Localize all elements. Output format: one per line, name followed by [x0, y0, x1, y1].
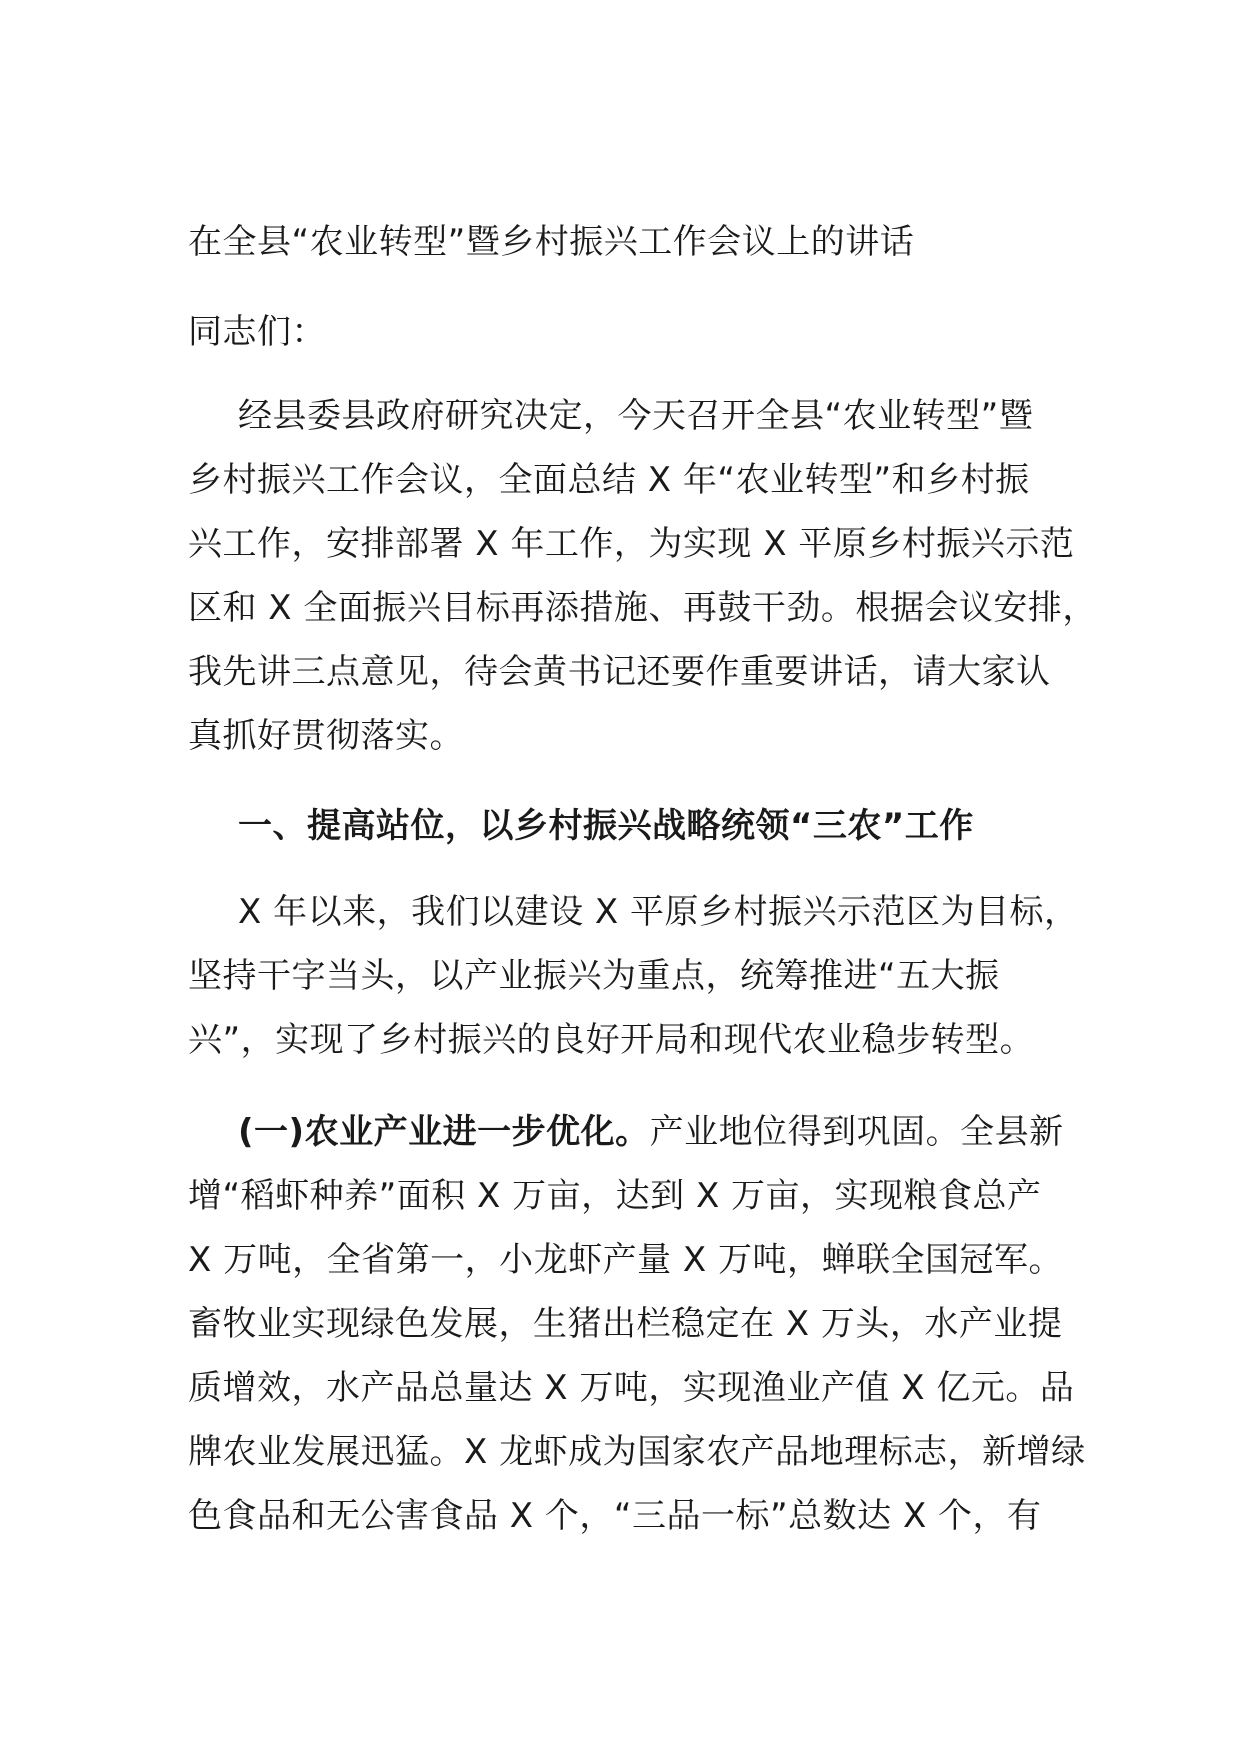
intro-line-5: 我先讲三点意见，待会黄书记还要作重要讲话，请大家认 [188, 652, 1051, 692]
intro-line-2: 乡村振兴工作会议，全面总结 X 年“农业转型”和乡村振 [188, 460, 1030, 500]
intro-line-4: 区和 X 全面振兴目标再添措施、再鼓干劲。根据会议安排， [188, 588, 1097, 628]
section-1-line-2: 坚持干字当头，以产业振兴为重点，统筹推进“五大振 [188, 956, 1000, 996]
subsection-1-line-4: 畜牧业实现绿色发展，生猪出栏稳定在 X 万头，水产业提 [188, 1304, 1063, 1344]
section-1-heading: 一、提高站位，以乡村振兴战略统领“三农”工作 [238, 806, 974, 846]
subsection-1-first-rest: 产业地位得到巩固。全县新 [649, 1112, 1064, 1152]
subsection-1-line-6: 牌农业发展迅猛。X 龙虾成为国家农产品地理标志，新增绿 [188, 1432, 1086, 1472]
intro-line-3: 兴工作，安排部署 X 年工作，为实现 X 平原乡村振兴示范 [188, 524, 1075, 564]
subsection-1-first-line [238, 1112, 1064, 1152]
document-title: 在全县“农业转型”暨乡村振兴工作会议上的讲话 [188, 222, 915, 262]
section-1-line-1: X 年以来，我们以建设 X 平原乡村振兴示范区为目标， [238, 892, 1079, 932]
section-1-line-3: 兴”，实现了乡村振兴的良好开局和现代农业稳步转型。 [188, 1020, 1035, 1060]
subsection-1-title: (一)农业产业进一步优化。 [238, 1112, 650, 1152]
subsection-1-line-5: 质增效，水产品总量达 X 万吨，实现渔业产值 X 亿元。品 [188, 1368, 1075, 1408]
intro-line-6: 真抓好贯彻落实。 [188, 716, 464, 756]
subsection-1-line-3: X 万吨，全省第一，小龙虾产量 X 万吨，蝉联全国冠军。 [188, 1240, 1064, 1280]
subsection-1-line-7: 色食品和无公害食品 X 个，“三品一标”总数达 X 个，有 [188, 1496, 1042, 1536]
subsection-1-line-2: 增“稻虾种养”面积 X 万亩，达到 X 万亩，实现粮食总产 [188, 1176, 1042, 1216]
salutation: 同志们： [188, 312, 326, 352]
intro-line-1: 经县委县政府研究决定，今天召开全县“农业转型”暨 [238, 396, 1034, 436]
